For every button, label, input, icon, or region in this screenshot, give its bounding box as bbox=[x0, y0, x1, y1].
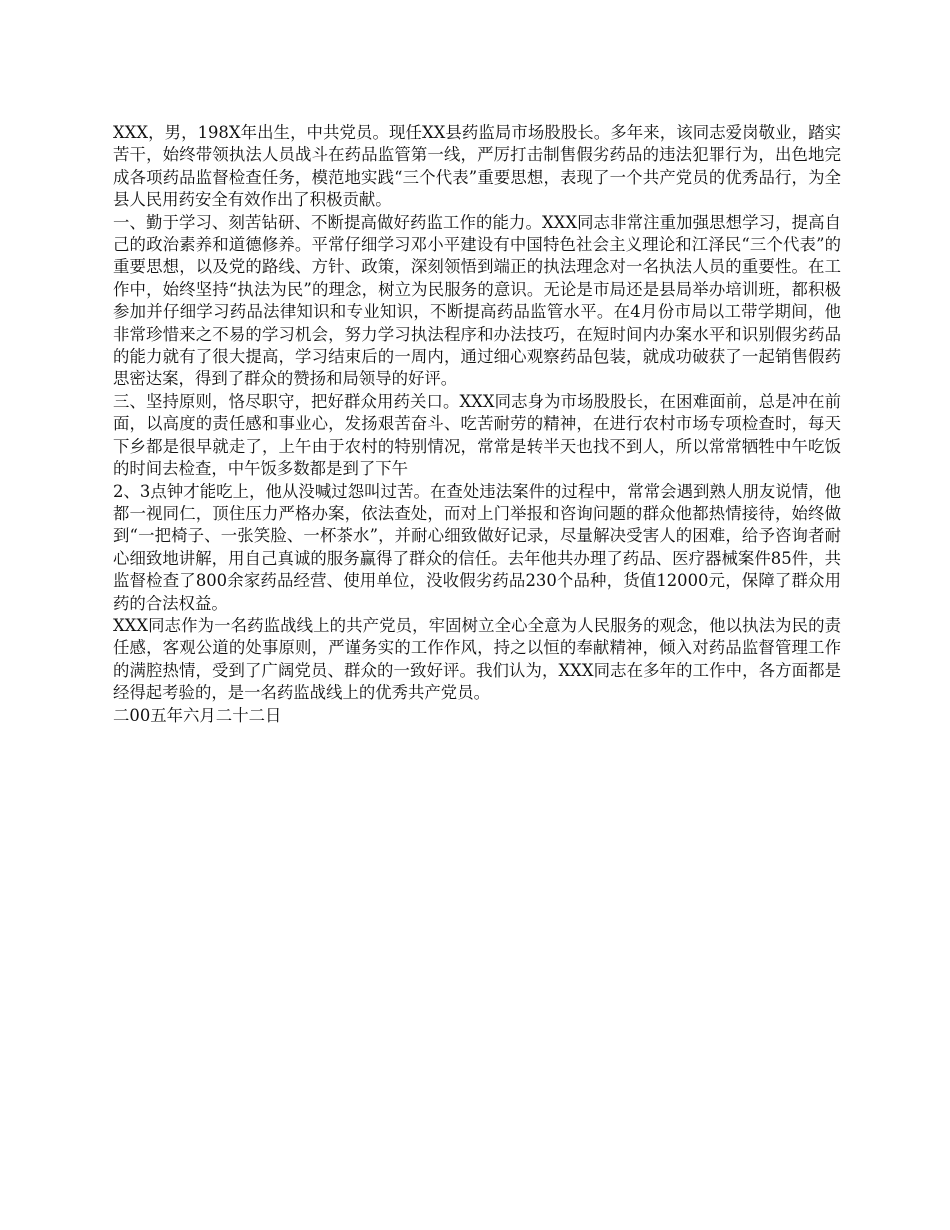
section-one-paragraph: 一、勤于学习、刻苦钻研、不断提高做好药监工作的能力。XXX同志非常注重加强思想学习，提高自己的政治素养和道德修养。平常仔细学习邓小平建设有中国特色社会主义理论和江泽民“三个代表”的重要思想，以及党的路线、方针、政策，深刻领悟到端正的执法理念对一名执法人员的重要性。在工作中，始终坚持“执法为民”的理念，树立为民服务的意识。无论是市局还是县局举办培训班，都积极参加并仔细学习药品法律知识和专业知识，不断提高药品监管水平。在4月份市局以工带学期间，他非常珍惜来之不易的学习机会，努力学习执法程序和办法技巧，在短时间内办案水平和识别假劣药品的能力就有了很大提高，学习结束后的一周内，通过细心观察药品包装，就成功破获了一起销售假药思密达案，得到了群众的赞扬和局领导的好评。 bbox=[113, 212, 841, 389]
document-date: 二00五年六月二十二日 bbox=[113, 705, 282, 725]
section-three-continuation-paragraph: 2、3点钟才能吃上，他从没喊过怨叫过苦。在查处违法案件的过程中，常常会遇到熟人朋友说情，他都一视同仁，顶住压力严格办案，依法查处，而对上门举报和咨询问题的群众他都热情接待，始终做到“一把椅子、一张笑脸、一杯茶水”，并耐心细致做好记录，尽量解决受害人的困难，给予咨询者耐心细致地讲解，用自己真诚的服务赢得了群众的信任。去年他共办理了药品、医疗器械案件85件，共监督检查了800余家药品经营、使用单位，没收假劣药品230个品种，货值12000元，保障了群众用药的合法权益。 bbox=[113, 481, 841, 613]
document-body bbox=[113, 122, 841, 727]
intro-paragraph: XXX，男，198X年出生，中共党员。现任XX县药监局市场股股长。多年来，该同志爱岗敬业，踏实苦干，始终带领执法人员战斗在药品监管第一线，严厉打击制售假劣药品的违法犯罪行为，出色地完成各项药品监督检查任务，模范地实践“三个代表”重要思想，表现了一个共产党员的优秀品行，为全县人民用药安全有效作出了积极贡献。 bbox=[113, 123, 841, 210]
section-three-paragraph: 三、坚持原则，恪尽职守，把好群众用药关口。XXX同志身为市场股股长，在困难面前，总是冲在前面，以高度的责任感和事业心，发扬艰苦奋斗、吃苦耐劳的精神，在进行农村市场专项检查时，每天下乡都是很早就走了，上午由于农村的特别情况，常常是转半天也找不到人，所以常常牺牲中午吃饭的时间去检查，中午饭多数都是到了下午 bbox=[113, 391, 841, 479]
conclusion-paragraph: XXX同志作为一名药监战线上的共产党员，牢固树立全心全意为人民服务的观念，他以执法为民的责任感，客观公道的处事原则，严谨务实的工作作风，持之以恒的奉献精神，倾入对药品监督管理工作的满腔热情，受到了广阔党员、群众的一致好评。我们认为，XXX同志在多年的工作中，各方面都是经得起考验的，是一名药监战线上的优秀共产党员。 bbox=[113, 615, 841, 703]
